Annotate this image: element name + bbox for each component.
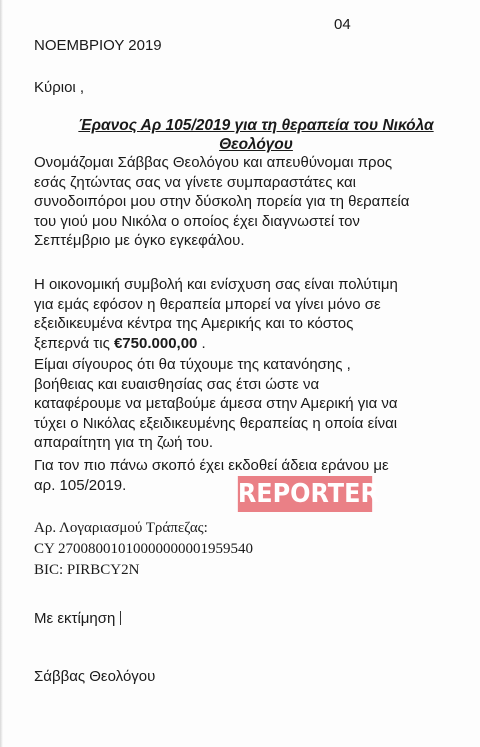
text-line: αρ. 105/2019. [34, 476, 127, 494]
text-line: εξειδικευμένα κέντρα της Αμερικής και το κόστος [34, 315, 354, 332]
text-line: εσάς ζητώντας σας να γίνετε συμπαραστάτες και [34, 173, 356, 191]
text-line: Η οικονομική συμβολή και ενίσχυση σας είναι πολύτιμη [34, 276, 398, 293]
text-line: συνοδοιπόροι μου στην δύσκολη πορεία για τη θεραπεία [34, 193, 410, 210]
page-number: 04 [334, 16, 351, 33]
reporter-watermark: REPORTER [238, 476, 372, 512]
closing-text: Με εκτίμηση [34, 610, 116, 627]
bank-account-label: Αρ. Λογαριασμού Τράπεζας: [34, 520, 208, 536]
bank-details [34, 518, 253, 581]
text-line: καταφέρουμε να μεταβούμε άμεσα στην Αμερική για να [34, 395, 398, 412]
text-line: για εμάς εφόσον η θεραπεία μπορεί να γίνει μόνο σε [34, 295, 381, 313]
cost-amount: €750.000,00 [113, 334, 198, 352]
bank-bic: BIC: PIRBCY2N [34, 562, 140, 578]
text-fragment: . [197, 334, 206, 352]
text-line: απαραίτητη για τη ζωή του. [34, 434, 214, 451]
text-line: τύχει ο Νικόλας εξειδικευμένης θεραπείας η οποία είναι [34, 414, 398, 432]
text-line: βοήθειας και ευαισθησίας σας έτσι ώστε να [34, 375, 320, 393]
signature: Σάββας Θεολόγου [34, 668, 156, 685]
title-line: Έρανος Αρ 105/2019 για τη θεραπεία του Νικόλα [78, 117, 434, 134]
paragraph-introduction [34, 153, 472, 251]
letter-date: ΝΟΕΜΒΡΙΟΥ 2019 [34, 37, 162, 54]
salutation: Κύριοι , [34, 79, 85, 96]
bank-iban: CY 27008001010000000001959540 [34, 541, 254, 557]
title-line: Θεολόγου [219, 136, 293, 153]
text-line: Για τον πιο πάνω σκοπό έχει εκδοθεί άδεια εράνου με [34, 457, 389, 474]
text-fragment: ξεπερνά τις [34, 334, 114, 352]
page-edge-shadow [0, 0, 3, 747]
text-line: του γιού μου Νικόλα ο οποίος έχει διαγνωστεί τον [34, 212, 360, 230]
letter-title [36, 116, 476, 154]
closing [34, 610, 121, 627]
text-line: Είμαι σίγουρος ότι θα τύχουμε της κατανόησης , [34, 356, 351, 373]
paragraph-cost [34, 275, 472, 353]
text-line: Σεπτέμβριο με όγκο εγκεφάλου. [34, 232, 245, 249]
text-line [34, 334, 472, 354]
text-cursor-icon [120, 611, 121, 625]
text-line: Ονομάζομαι Σάββας Θεολόγου και απευθύνομαι προς [34, 154, 393, 171]
paragraph-appeal [34, 355, 472, 453]
